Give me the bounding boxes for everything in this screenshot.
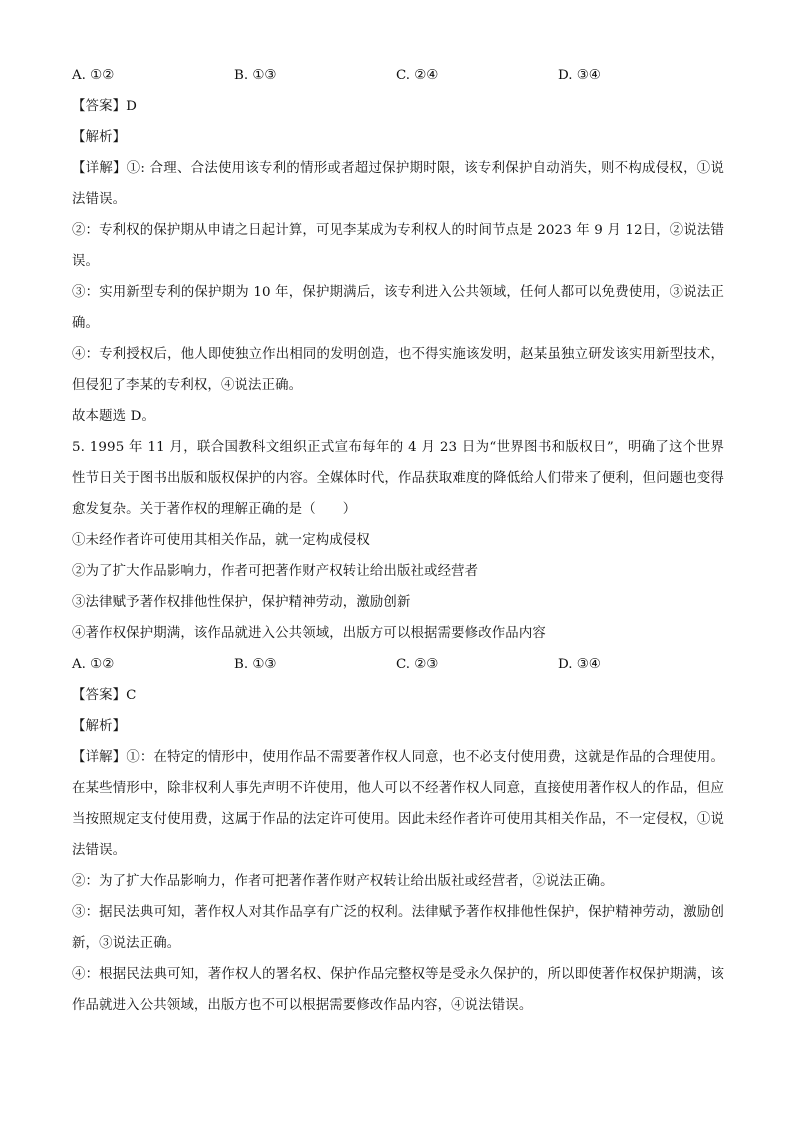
q4-detail-1-text: ①: 合理、合法使用该专利的情形或者超过保护期时限，该专利保护自动消失，则不构成侵权，①说法错误。 [72, 161, 724, 207]
q5-detail-label: 【详解】 [72, 750, 127, 765]
q5-statement-4: ④著作权保护期满，该作品就进入公共领域，出版方可以根据需要修改作品内容 [72, 626, 546, 641]
q4-option-a: A. ①② [72, 68, 115, 83]
q4-answer: 【答案】D [72, 99, 138, 114]
q4-option-b: B. ①③ [234, 68, 277, 83]
q5-option-d: D. ③④ [558, 657, 601, 672]
q5-option-c: C. ②③ [396, 657, 439, 672]
q5-detail-3: ③：据民法典可知，著作权人对其作品享有广泛的权利。法律赋予著作权排他性保护，保护精神劳动，激励创新，③说法正确。 [72, 905, 724, 951]
q4-detail-4: ④：专利授权后，他人即使独立作出相同的发明创造，也不得实施该发明，赵某虽独立研发该实用新型技术，但侵犯了李某的专利权，④说法正确。 [72, 347, 724, 393]
q5-statement-1: ①未经作者许可使用其相关作品，就一定构成侵权 [72, 533, 370, 548]
q5-stem: 5. 1995 年 11 月，联合国教科文组织正式宣布每年的 4 月 23 日为“世界图书和版权日”，明确了这个世界性节日关于图书出版和版权保护的内容。全媒体时代，作品获取难度的降低给人们带来了便利，但问题也变得愈发复杂。关于著作权的理解正确的是（ ） [72, 440, 724, 517]
q4-analysis-label: 【解析】 [72, 130, 127, 145]
document-page [72, 60, 724, 1021]
q4-detail-3: ③：实用新型专利的保护期为 10 年，保护期满后，该专利进入公共领域，任何人都可以免费使用，③说法正确。 [72, 285, 724, 331]
q5-option-a: A. ①② [72, 657, 115, 672]
q5-statement-3: ③法律赋予著作权排他性保护，保护精神劳动，激励创新 [72, 595, 411, 610]
q4-option-c: C. ②④ [396, 68, 439, 83]
q4-detail-label: 【详解】 [72, 161, 127, 176]
q5-options [72, 649, 724, 680]
q4-detail-2: ②：专利权的保护期从申请之日起计算，可见李某成为专利权人的时间节点是 2023 年 9 月 12日，②说法错误。 [72, 223, 724, 269]
q4-conclusion: 故本题选 D。 [72, 409, 155, 424]
q4-options [72, 60, 724, 91]
q4-option-d: D. ③④ [558, 68, 601, 83]
q5-answer: 【答案】C [72, 688, 137, 703]
q5-detail-4: ④：根据民法典可知，著作权人的署名权、保护作品完整权等是受永久保护的，所以即使著作权保护期满，该作品就进入公共领域，出版方也不可以根据需要修改作品内容，④说法错误。 [72, 967, 724, 1013]
q5-analysis-label: 【解析】 [72, 719, 127, 734]
q5-detail-1 [72, 742, 724, 866]
q5-option-b: B. ①③ [234, 657, 277, 672]
q4-detail-1 [72, 153, 724, 215]
q5-detail-1-text: ①：在特定的情形中，使用作品不需要著作权人同意，也不必支付使用费，这就是作品的合理使用。在某些情形中，除非权利人事先声明不许使用，他人可以不经著作权人同意，直接使用著作权人的作品，但应当按照规定支付使用费，这属于作品的法定许可使用。因此未经作者许可使用其相关作品，不一定侵权，①说法错误。 [72, 750, 724, 858]
q5-detail-2: ②：为了扩大作品影响力，作者可把著作著作财产权转让给出版社或经营者，②说法正确。 [72, 874, 614, 889]
q5-statement-2: ②为了扩大作品影响力，作者可把著作财产权转让给出版社或经营者 [72, 564, 479, 579]
